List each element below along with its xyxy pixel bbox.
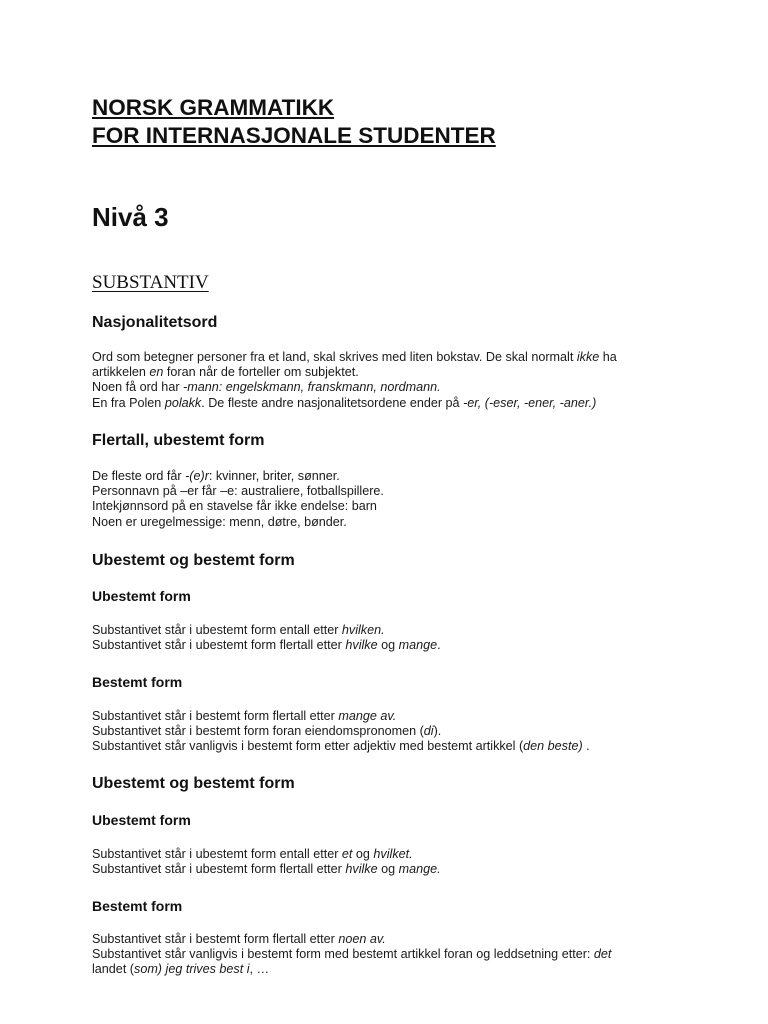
paragraph-line [92,469,692,484]
italic-run: hvilke [345,862,378,877]
text-run: Noen få ord har [92,380,184,395]
text-run: , … [249,962,270,977]
text-run: artikkelen [92,365,150,380]
paragraph-line [92,739,692,754]
paragraph-nasjonalitetsord [92,350,692,411]
section-heading-ubestemt-bestemt-2: Ubestemt og bestemt form [92,775,295,792]
paragraph-line [92,962,692,977]
subsection-heading-ubestemt-form: Ubestemt form [92,588,191,604]
chapter-heading: SUBSTANTIV [92,272,209,293]
document-title [92,94,496,150]
italic-run: jeg trives best i [162,962,250,977]
paragraph-ubestemt-form [92,623,692,653]
title-line-1: NORSK GRAMMATIKK [92,95,335,120]
paragraph-line: Noen er uregelmessige: menn, døtre, bønder. [92,514,347,529]
paragraph-line [92,724,692,739]
text-run: ). [433,724,442,739]
italic-run: -mann: engelskmann, franskmann, nordmann. [183,380,441,395]
italic-run: den beste) [523,739,583,754]
paragraph-line: Intekjønnsord på en stavelse får ikke endelse: barn [92,499,377,514]
italic-run: -er, (-eser, -ener, -aner.) [463,395,597,410]
section-heading-nasjonalitetsord: Nasjonalitetsord [92,314,218,331]
paragraph-bestemt-form-2 [92,932,692,978]
italic-run: et [341,847,353,861]
paragraph-flertall [92,469,692,530]
text-run: Substantivet står i bestemt form foran eiendomspronomen ( [92,724,424,739]
text-run: . [582,739,590,754]
paragraph-bestemt-form [92,709,692,755]
paragraph-line: Personnavn på –er får –e: australiere, fotballspillere. [92,484,384,499]
subsection-heading-ubestemt-form-2: Ubestemt form [92,812,191,828]
title-line-2: FOR INTERNASJONALE STUDENTER [92,123,496,148]
paragraph-line [92,638,692,653]
text-run: Substantivet står i ubestemt form entall etter [92,847,342,861]
text-run: og [377,638,399,653]
paragraph-line [92,847,692,862]
text-run: : kvinner, briter, sønner. [208,469,340,483]
paragraph-line [92,365,692,380]
text-run: De fleste ord får [92,469,186,483]
level-heading: Nivå 3 [92,202,169,232]
italic-run: noen av. [338,932,386,946]
paragraph-line [92,350,692,365]
subsection-heading-bestemt-form: Bestemt form [92,674,183,690]
section-heading-flertall: Flertall, ubestemt form [92,432,265,449]
text-run: . [437,638,441,653]
text-run: En fra Polen [92,395,165,410]
text-run: Substantivet står i bestemt form flertall etter [92,932,339,946]
italic-run: som) [134,962,163,977]
italic-run: hvilket. [373,847,413,861]
italic-run: det [593,947,612,962]
text-run: foran når de forteller om subjektet. [163,365,359,380]
italic-run: hvilke [345,638,378,653]
text-run: Substantivet står i bestemt form flertall etter [92,709,339,723]
italic-run: mange. [398,862,441,877]
italic-run: ikke [576,350,600,364]
text-run: landet ( [92,962,135,977]
italic-run: mange [398,638,438,653]
section-heading-ubestemt-bestemt: Ubestemt og bestemt form [92,552,295,569]
text-run: Ord som betegner personer fra et land, skal skrives med liten bokstav. De skal normalt [92,350,577,364]
paragraph-line [92,380,692,395]
text-run: og [352,847,374,861]
subsection-heading-bestemt-form-2: Bestemt form [92,898,183,914]
text-run: ha [599,350,617,364]
paragraph-line [92,862,692,877]
italic-run: di [423,724,434,739]
text-run: Substantivet står i ubestemt form entall etter [92,623,342,637]
text-run: . De fleste andre nasjonalitetsordene ender på [201,395,464,410]
text-run: Substantivet står vanligvis i bestemt form etter adjektiv med bestemt artikkel ( [92,739,524,754]
paragraph-line [92,947,692,962]
paragraph-line [92,932,692,947]
text-run: og [377,862,399,877]
italic-run: -(e)r [185,469,209,483]
italic-run: en [149,365,164,380]
italic-run: mange av. [338,709,397,723]
paragraph-line [92,623,692,638]
text-run: Substantivet står i ubestemt form flertall etter [92,862,346,877]
text-run: Substantivet står vanligvis i bestemt form med bestemt artikkel foran og leddsetning etter: [92,947,594,962]
paragraph-line [92,396,692,411]
text-run: Substantivet står i ubestemt form flertall etter [92,638,346,653]
paragraph-ubestemt-form-2 [92,847,692,877]
paragraph-line [92,709,692,724]
italic-run: hvilken. [341,623,385,637]
italic-run: polakk [164,395,202,410]
